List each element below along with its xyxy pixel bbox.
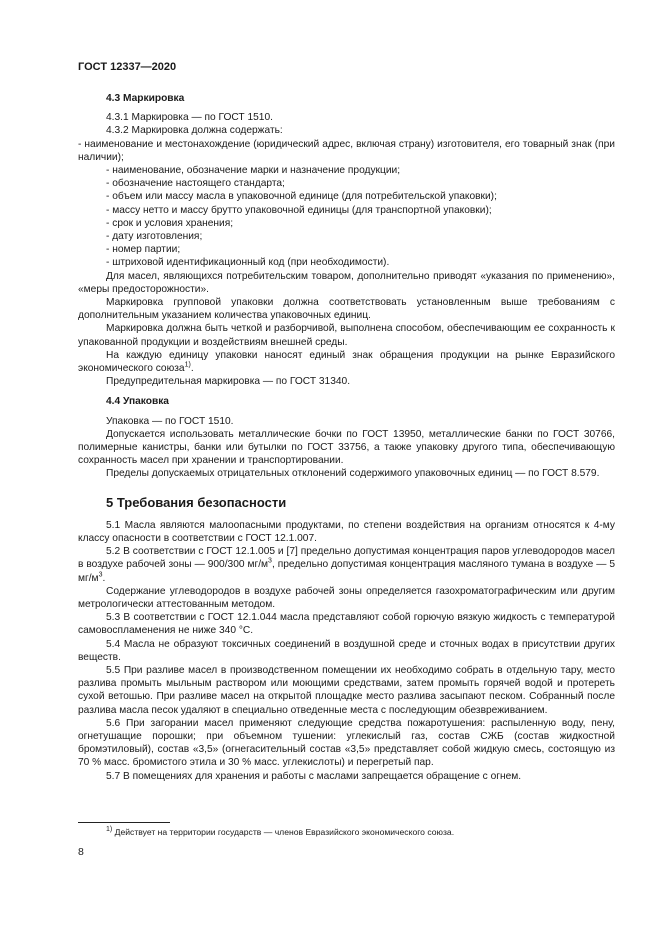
paragraph-5-5: 5.5 При разливе масел в производственном помещении их необходимо собрать в отдельную тару, место разлива промыть мыльным раствором или моющими средствами, затем промыть горячей водой и протереть сухой ветошью. При разливе масел на открытой площадке место разлива засыпают песком. Собранный после разлива масла песок удаляют в специально отведенные места с последующим обезвреживанием. [78,664,615,716]
superscript: 3 [268,557,272,565]
paragraph: Пределы допускаемых отрицательных отклонений содержимого упаковочных единиц — по ГОСТ 8.579. [106,468,600,480]
paragraph: Содержание углеводородов в воздухе рабочей зоны определяется газохроматографическим или другим метрологически аттестованным методом. [78,585,615,610]
paragraph: Упаковка — по ГОСТ 1510. [106,415,234,427]
page-body [78,92,615,783]
paragraph-5-1: 5.1 Масла являются малоопасными продуктами, по степени воздействия на организм относятся к 4-му классу опасности в соответствии с ГОСТ 12.1.007. [78,519,615,544]
section-4-4-title: 4.4 Упаковка [106,396,169,408]
paragraph-5-2 [78,545,615,585]
list-item: - наименование, обозначение марки и назначение продукции; [106,165,401,177]
paragraph-end: . [102,572,106,584]
paragraph-4-3-2: 4.3.2 Маркировка должна содержать: [106,125,283,137]
list-item: - дату изготовления; [106,231,203,243]
superscript: 3 [98,571,103,579]
paragraph: Маркировка групповой упаковки должна соответствовать установленным выше требованиям с дополнительным указанием количества упаковочных единиц. [78,297,615,322]
footnote [106,827,616,838]
footnote-divider [78,822,170,823]
list-item: - номер партии; [106,244,181,256]
paragraph-5-6: 5.6 При загорании масел применяют следующие средства пожаротушения: распыленную воду, пену, огнетушащие порошки; при объемном тушении: углекислый газ, состав СЖБ (состав жидкостной бромэтиловый), состав «3,5» (огнегасительный состав «3,5» представляет собой жидкую смесь, состоящую из 70 % масс. бромистого этила и 30 % масс. углекислоты) и перегретый пар. [78,717,615,769]
list-item: - массу нетто и массу брутто упаковочной единицы (для транспортной упаковки); [106,204,492,216]
paragraph-text: , предельно допустимая концентрация масляного тумана в воздухе — 5 мг/м [78,559,615,584]
list-item: - объем или массу масла в упаковочной единице (для потребительской упаковки); [106,191,497,203]
paragraph-eaeu-mark [78,349,615,375]
paragraph: Допускается использовать металлические бочки по ГОСТ 13950, металлические банки по ГОСТ 30766, полимерные канистры, банки или бутылки по ГОСТ 33756, а также упаковку другого типа, обеспечивающую сохранность масел при хранении и транспортировании. [78,428,615,467]
list-item: - обозначение настоящего стандарта; [106,178,285,190]
paragraph-5-7: 5.7 В помещениях для хранения и работы с маслами запрещается обращение с огнем. [106,770,522,782]
list-item: - штриховой идентификационный код (при необходимости). [106,257,390,269]
paragraph: Для масел, являющихся потребительским товаром, дополнительно приводят «указания по применению», «меры предосторожности». [78,270,615,295]
paragraph: Маркировка должна быть четкой и разборчивой, выполнена способом, обеспечивающим ее сохранность к упакованной продукции и воздействиям внешней среды. [78,323,615,348]
list-item: - наименование и местонахождение (юридический адрес, включая страну) изготовителя, его товарный знак (при наличии); [78,138,615,163]
paragraph-text: На каждую единицу упаковки наносят единый знак обращения продукции на рынке Евразийского экономического союза [78,349,615,375]
section-4-3-title: 4.3 Маркировка [106,93,185,104]
document-header: ГОСТ 12337—2020 [78,61,177,73]
section-5-title: 5 Требования безопасности [106,494,287,510]
page-number: 8 [78,846,84,858]
paragraph: Предупредительная маркировка — по ГОСТ 31340. [106,376,351,388]
footnote-mark: 1) [106,826,113,834]
list-item: - срок и условия хранения; [106,217,234,229]
footnote-text: Действует на территории государств — членов Евразийского экономического союза. [112,827,455,837]
paragraph-5-3: 5.3 В соответствии с ГОСТ 12.1.044 масла представляют собой горючую вязкую жидкость с температурой самовоспламенения не ниже 340 °С. [78,612,615,637]
paragraph-4-3-1: 4.3.1 Маркировка — по ГОСТ 1510. [106,112,273,124]
footnote-ref: 1) [184,361,191,369]
paragraph-5-4: 5.4 Масла не образуют токсичных соединений в воздушной среде и сточных водах в присутствии других веществ. [78,638,615,663]
paragraph-end: . [190,363,194,375]
paragraph-text: 5.2 В соответствии с ГОСТ 12.1.005 и [7] предельно допустимая концентрация паров углеводородов масел в воздухе рабочей зоны — 900/300 мг/м [78,546,615,571]
